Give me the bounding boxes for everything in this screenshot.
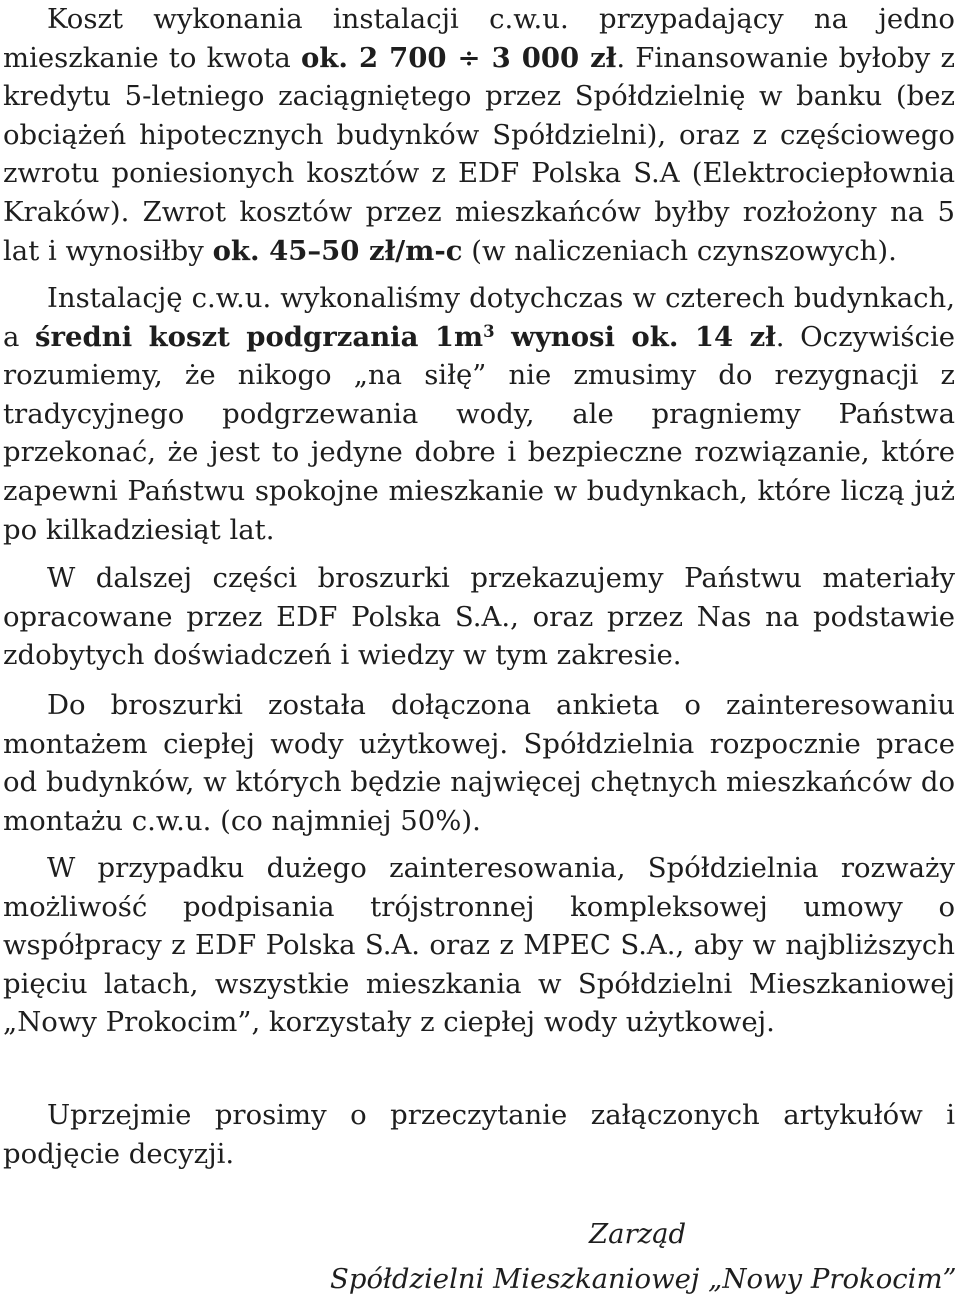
- paragraph-installations: [3, 279, 955, 549]
- signature-cooperative: Spółdzielni Mieszkaniowej „Nowy Prokocim”: [330, 1263, 957, 1295]
- text-segment: Uprzejmie prosimy o przeczytanie załączonych artykułów i podjęcie decyzji.: [3, 1099, 955, 1170]
- paragraph-cost: [3, 0, 955, 270]
- text-segment: Koszt wykonania instalacji c.w.u. przypadający na jedno mieszkanie to kwota: [3, 3, 955, 74]
- paragraph-agreement: [3, 849, 955, 1042]
- cubic-superscript: 3: [483, 321, 495, 341]
- signature-board: Zarząd: [589, 1218, 687, 1250]
- text-segment: . Finansowanie byłoby z kredytu 5-letniego zaciągniętego przez Spółdzielnię w banku (bez obciążeń hipotecznych budynków Spółdzielni), oraz z częściowego zwrotu poniesionych kosztów z EDF Polska S.A (Elektrociepłownia Kraków). Zwrot kosztów przez mieszkańców byłby rozłożony na 5 lat i wynosiłby: [3, 41, 955, 267]
- text-segment: W dalszej części broszurki przekazujemy Państwu materiały opracowane przez EDF Polska S.A., oraz przez Nas na podstawie zdobytych doświadczeń i wiedzy w tym zakresie.: [3, 562, 955, 672]
- text-segment: . Oczywiście rozumiemy, że nikogo „na siłę” nie zmusimy do rezygnacji z tradycyjnego podgrzewania wody, ale pragniemy Państwa przekonać, że jest to jedyne dobre i bezpieczne rozwiązanie, które zapewni Państwu spokojne mieszkanie w budynkach, które liczą już po kilkadziesiąt lat.: [3, 320, 956, 546]
- text-segment: Instalację c.w.u. wykonaliśmy dotychczas w czterech budynkach, a: [3, 282, 955, 353]
- heating-cost-bold: [35, 321, 776, 353]
- paragraph-survey: [3, 686, 955, 840]
- text-segment: W przypadku dużego zainteresowania, Spółdzielnia rozważy możliwość podpisania trójstronnej kompleksowej umowy o współpracy z EDF Polska S.A. oraz z MPEC S.A., aby w najbliższych pięciu latach, wszystkie mieszkania w Spółdzielni Mieszkaniowej „Nowy Prokocim”, korzystały z ciepłej wody użytkowej.: [3, 852, 955, 1039]
- cost-range-bold: ok. 2 700 ÷ 3 000 zł: [300, 41, 617, 74]
- paragraph-brochure-materials: [3, 559, 955, 675]
- paragraph-request: [3, 1096, 955, 1173]
- monthly-fee-bold: ok. 45–50 zł/m-c: [212, 234, 463, 267]
- text-segment: Do broszurki została dołączona ankieta o zainteresowaniu montażem ciepłej wody użytkowej. Spółdzielnia rozpocznie prace od budynków, w których będzie najwięcej chętnych mieszkańców do montażu c.w.u. (co najmniej 50%).: [3, 689, 955, 837]
- text-segment: (w naliczeniach czynszowych).: [462, 234, 897, 267]
- heating-cost-text: średni koszt podgrzania $1m^3$ wynosi ok. 14 zł: [35, 320, 776, 353]
